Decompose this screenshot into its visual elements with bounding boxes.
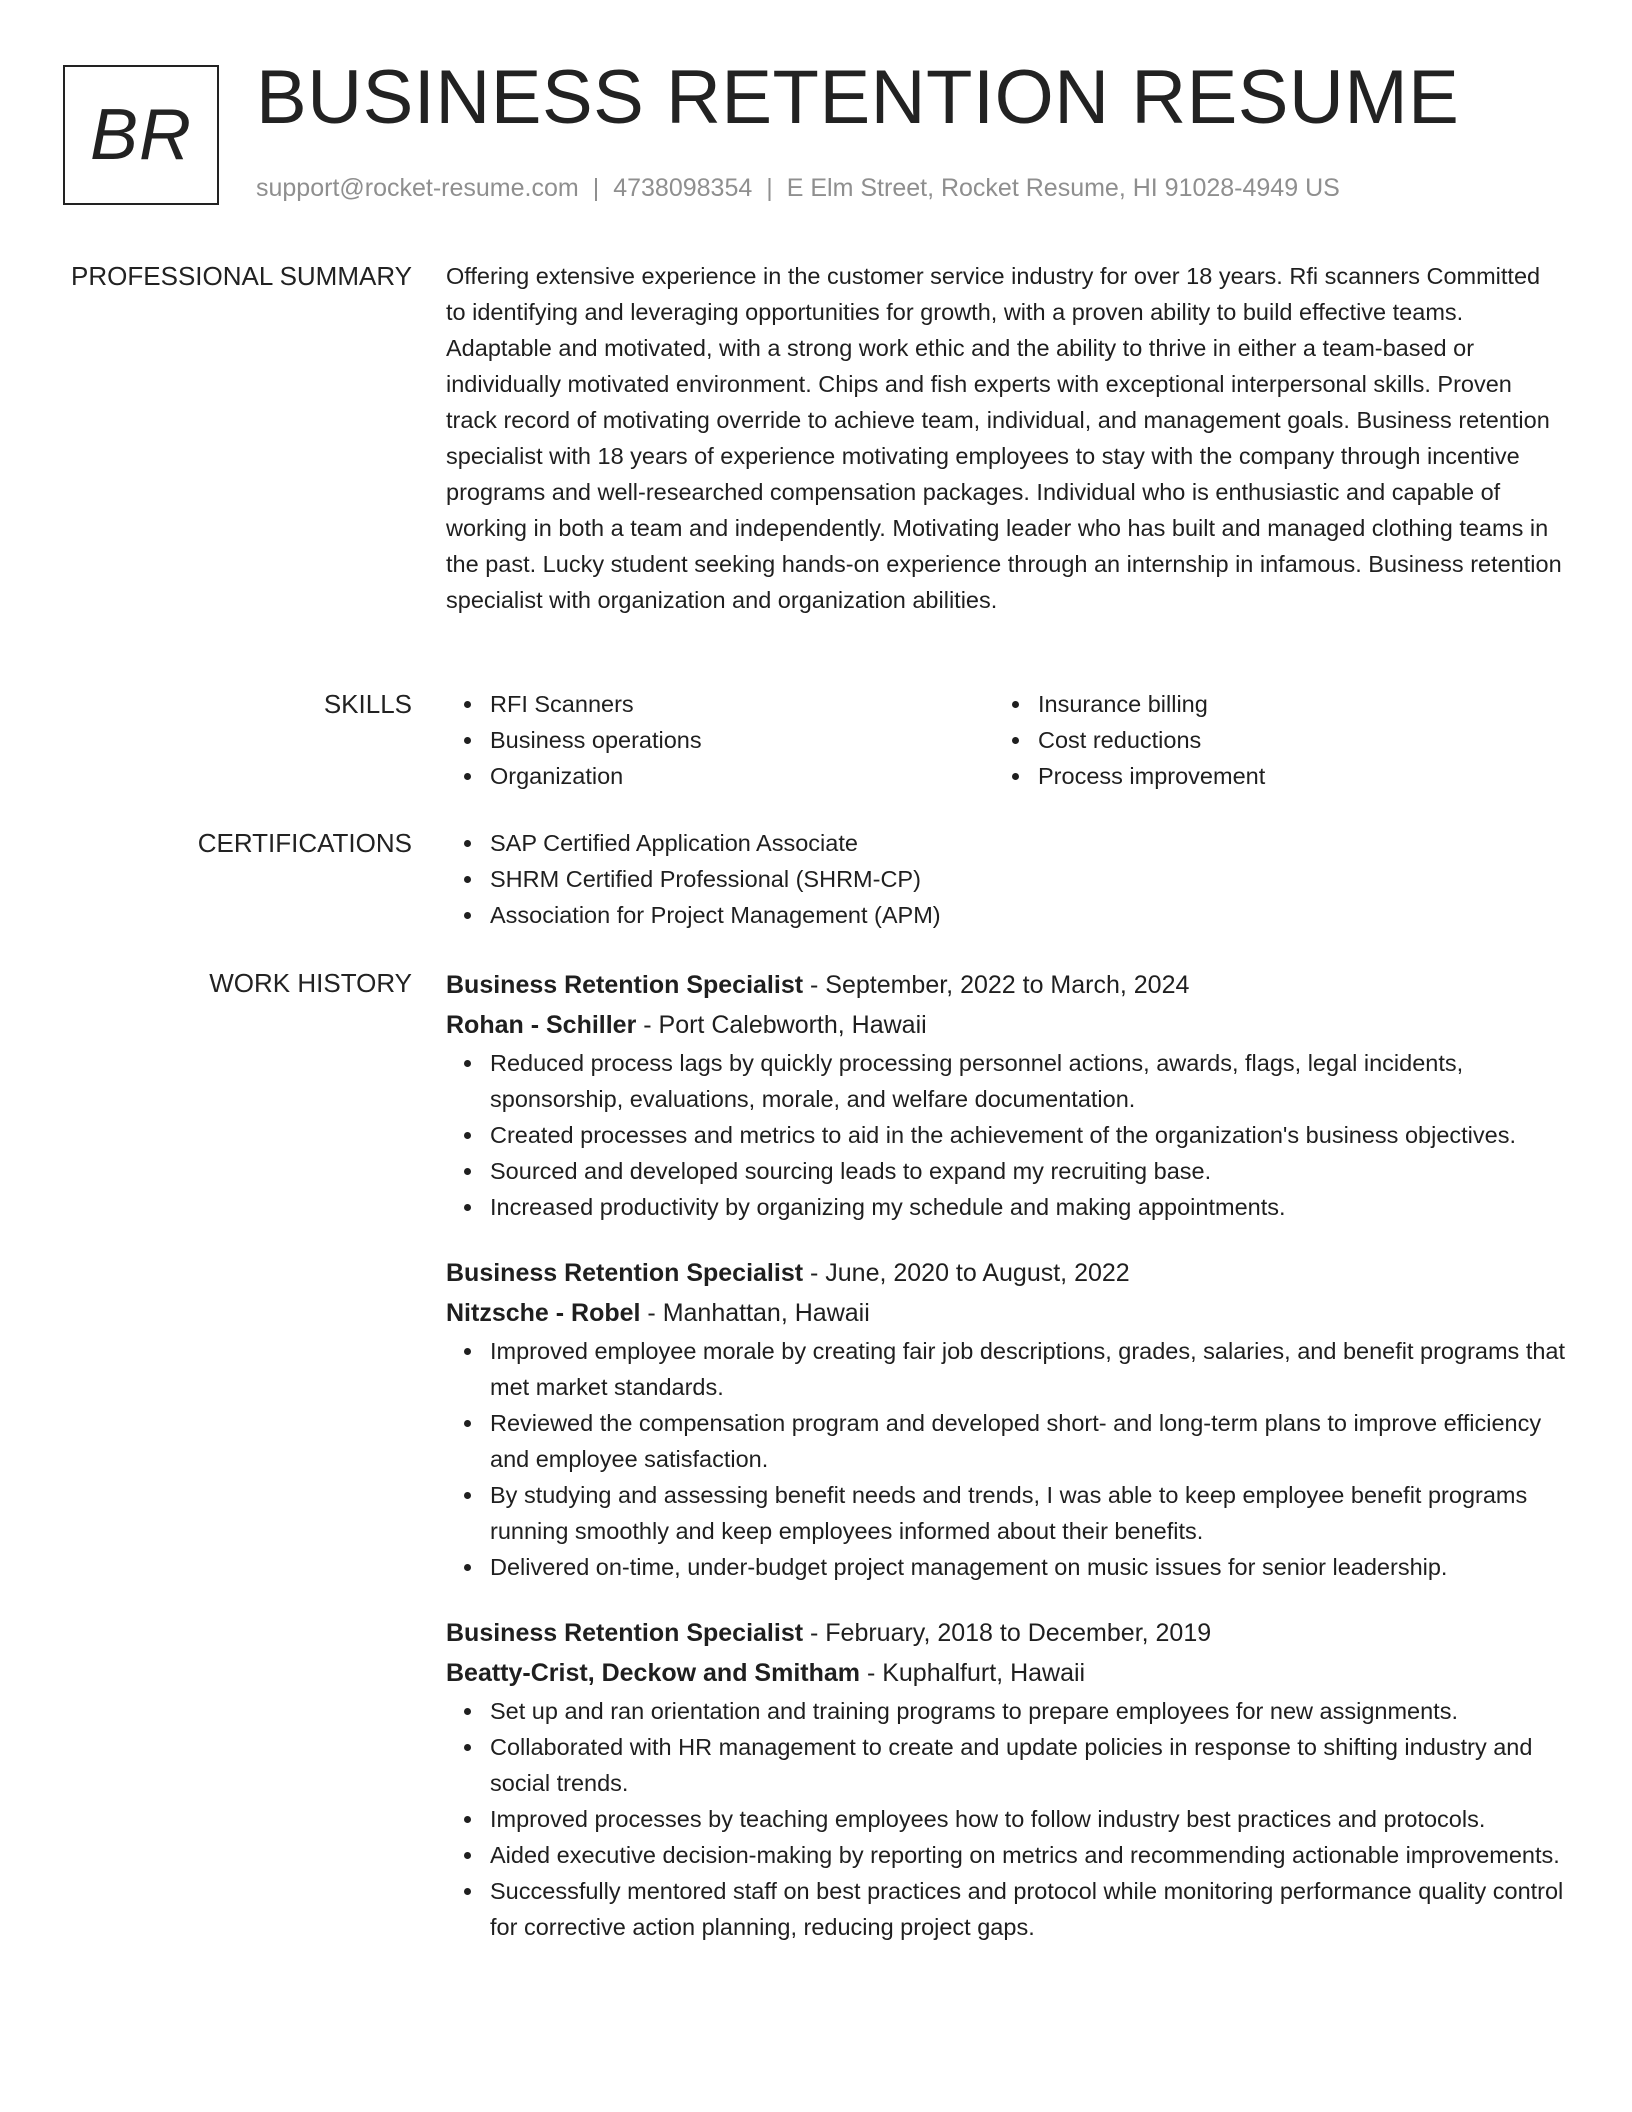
skills-grid xyxy=(446,686,1566,794)
contact-phone: 4738098354 xyxy=(613,174,753,202)
resume-title: BUSINESS RETENTION RESUME xyxy=(256,55,1460,140)
job-title-line xyxy=(446,1253,1566,1293)
job-bullet: Reduced process lags by quickly processing personnel actions, awards, flags, legal incidents, sponsorship, evaluations, morale, and welfare documentation. xyxy=(490,1045,1566,1117)
summary-body xyxy=(446,258,1566,618)
contact-separator: | xyxy=(592,174,600,202)
certification-item: Association for Project Management (APM) xyxy=(490,897,1566,933)
contact-line xyxy=(256,174,1340,203)
contact-address: E Elm Street, Rocket Resume, HI 91028-4949 US xyxy=(786,174,1340,202)
job-bullets xyxy=(446,1045,1566,1225)
job-bullets xyxy=(446,1693,1566,1945)
skill-item: Business operations xyxy=(490,722,994,758)
job-entry xyxy=(446,1253,1566,1585)
job-company: Nitzsche - Robel xyxy=(446,1299,641,1327)
job-dates: - June, 2020 to August, 2022 xyxy=(803,1259,1130,1287)
section-label-skills: SKILLS xyxy=(323,689,412,719)
section-label-work-history: WORK HISTORY xyxy=(209,968,412,998)
skills-column xyxy=(446,686,994,794)
job-company: Beatty-Crist, Deckow and Smitham xyxy=(446,1659,860,1687)
skill-item: Cost reductions xyxy=(1038,722,1542,758)
job-bullet: Created processes and metrics to aid in the achievement of the organization's business objectives. xyxy=(490,1117,1566,1153)
job-title-line xyxy=(446,1613,1566,1653)
job-title-line xyxy=(446,965,1566,1005)
job-bullet: Increased productivity by organizing my schedule and making appointments. xyxy=(490,1189,1566,1225)
job-entry xyxy=(446,1613,1566,1945)
job-company-line xyxy=(446,1653,1566,1693)
skills-body xyxy=(446,686,1566,794)
job-bullet: Collaborated with HR management to create and update policies in response to shifting industry and social trends. xyxy=(490,1729,1566,1801)
skills-column xyxy=(994,686,1542,794)
job-bullet: Reviewed the compensation program and developed short- and long-term plans to improve efficiency and employee satisfaction. xyxy=(490,1405,1566,1477)
summary-text: Offering extensive experience in the customer service industry for over 18 years. Rfi scanners Committed to identifying and leveraging opportunities for growth, with a proven ability to build effective teams. Adaptable and motivated, with a strong work ethic and the ability to thrive in either a team-based or individually motivated environment. Chips and fish experts with exceptional interpersonal skills. Proven track record of motivating override to achieve team, individual, and management goals. Business retention specialist with 18 years of experience motivating employees to stay with the company through incentive programs and well-researched compensation packages. Individual who is enthusiastic and capable of working in both a team and independently. Motivating leader who has built and managed clothing teams in the past. Lucky student seeking hands-on experience through an internship in infamous. Business retention specialist with organization and organization abilities. xyxy=(446,263,1562,613)
skill-item: Process improvement xyxy=(1038,758,1542,794)
job-bullet: Improved employee morale by creating fair job descriptions, grades, salaries, and benefit programs that met market standards. xyxy=(490,1333,1566,1405)
skill-item: RFI Scanners xyxy=(490,686,994,722)
job-dates: - September, 2022 to March, 2024 xyxy=(803,971,1190,999)
job-bullet: Delivered on-time, under-budget project management on music issues for senior leadership. xyxy=(490,1549,1566,1585)
work-history-body xyxy=(446,965,1566,1945)
skill-item: Insurance billing xyxy=(1038,686,1542,722)
job-location: - Port Calebworth, Hawaii xyxy=(636,1011,927,1039)
skill-item: Organization xyxy=(490,758,994,794)
job-company-line xyxy=(446,1293,1566,1333)
certification-item: SAP Certified Application Associate xyxy=(490,825,1566,861)
job-title: Business Retention Specialist xyxy=(446,1619,804,1647)
job-title: Business Retention Specialist xyxy=(446,971,804,999)
job-company-line xyxy=(446,1005,1566,1045)
job-dates: - February, 2018 to December, 2019 xyxy=(803,1619,1212,1647)
job-company: Rohan - Schiller xyxy=(446,1011,637,1039)
job-entry xyxy=(446,965,1566,1225)
certifications-body xyxy=(446,825,1566,933)
section-label-certifications: CERTIFICATIONS xyxy=(197,828,412,858)
monogram-logo: BR xyxy=(63,65,219,205)
job-bullet: Improved processes by teaching employees how to follow industry best practices and protocols. xyxy=(490,1801,1566,1837)
job-bullet: By studying and assessing benefit needs and trends, I was able to keep employee benefit programs running smoothly and keep employees informed about their benefits. xyxy=(490,1477,1566,1549)
job-bullet: Aided executive decision-making by reporting on metrics and recommending actionable improvements. xyxy=(490,1837,1566,1873)
certification-item: SHRM Certified Professional (SHRM-CP) xyxy=(490,861,1566,897)
job-title: Business Retention Specialist xyxy=(446,1259,804,1287)
job-location: - Manhattan, Hawaii xyxy=(640,1299,870,1327)
job-location: - Kuphalfurt, Hawaii xyxy=(860,1659,1086,1687)
job-bullet: Set up and ran orientation and training programs to prepare employees for new assignments. xyxy=(490,1693,1566,1729)
section-label-summary: PROFESSIONAL SUMMARY xyxy=(71,261,412,291)
job-bullet: Sourced and developed sourcing leads to expand my recruiting base. xyxy=(490,1153,1566,1189)
job-bullet: Successfully mentored staff on best practices and protocol while monitoring performance quality control for corrective action planning, reducing project gaps. xyxy=(490,1873,1566,1945)
job-bullets xyxy=(446,1333,1566,1585)
contact-separator: | xyxy=(766,174,773,202)
contact-email: support@rocket-resume.com xyxy=(256,174,579,202)
